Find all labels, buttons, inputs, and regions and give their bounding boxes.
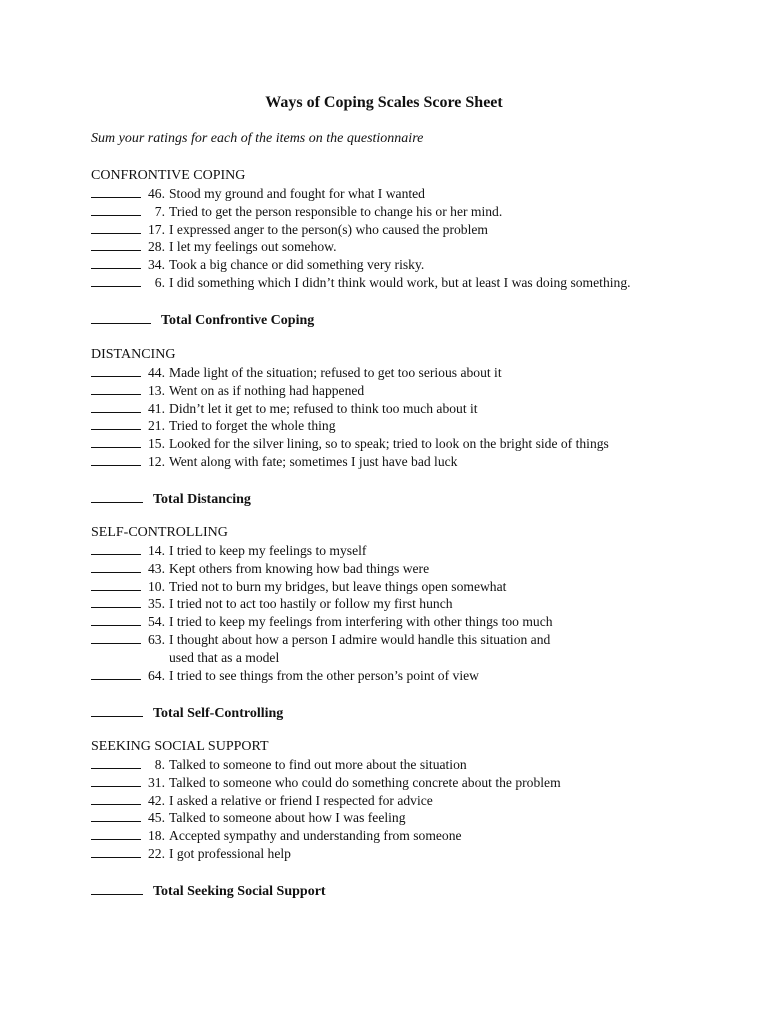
score-blank[interactable] — [91, 435, 141, 448]
score-blank[interactable] — [91, 382, 141, 395]
instructions: Sum your ratings for each of the items on the questionnaire — [91, 131, 424, 146]
section-heading: SEEKING SOCIAL SUPPORT — [91, 739, 269, 754]
score-blank[interactable] — [91, 774, 141, 787]
section-self-controlling — [91, 524, 731, 684]
list-item-continuation: used that as a model — [169, 649, 280, 665]
list-item: 63. I thought about how a person I admire would handle this situation and — [91, 631, 731, 649]
score-blank[interactable] — [91, 256, 141, 269]
score-blank[interactable] — [91, 364, 141, 377]
score-blank[interactable] — [91, 274, 141, 287]
score-blank[interactable] — [91, 792, 141, 805]
score-blank[interactable] — [91, 595, 141, 608]
list-item: 6. I did something which I didn’t think would work, but at least I was doing something. — [91, 274, 731, 292]
score-blank[interactable] — [91, 560, 141, 573]
section-confrontive-coping — [91, 167, 731, 292]
total-blank[interactable] — [91, 311, 151, 324]
section-heading: SELF-CONTROLLING — [91, 525, 228, 540]
list-item: 8. Talked to someone to find out more about the situation — [91, 756, 731, 774]
score-blank[interactable] — [91, 613, 141, 626]
section-distancing — [91, 346, 731, 471]
score-blank[interactable] — [91, 756, 141, 769]
score-blank[interactable] — [91, 453, 141, 466]
list-item: 46. Stood my ground and fought for what I wanted — [91, 185, 731, 203]
list-item: 14. I tried to keep my feelings to myself — [91, 542, 731, 560]
score-blank[interactable] — [91, 827, 141, 840]
list-item: 54. I tried to keep my feelings from interfering with other things too much — [91, 613, 731, 631]
list-item: 21. Tried to forget the whole thing — [91, 417, 731, 435]
list-item: 22. I got professional help — [91, 845, 731, 863]
page-title: Ways of Coping Scales Score Sheet — [265, 94, 503, 111]
score-blank[interactable] — [91, 542, 141, 555]
section-seeking-social-support — [91, 738, 731, 863]
list-item: 43. Kept others from knowing how bad things were — [91, 560, 731, 578]
list-item: 17. I expressed anger to the person(s) who caused the problem — [91, 221, 731, 239]
section-heading: DISTANCING — [91, 347, 176, 362]
list-item: 12. Went along with fate; sometimes I just have bad luck — [91, 453, 731, 471]
total-blank[interactable] — [91, 490, 143, 503]
total-seeking-social-support: Total Seeking Social Support — [91, 882, 326, 900]
list-item: 64. I tried to see things from the other person’s point of view — [91, 667, 731, 685]
list-item: 41. Didn’t let it get to me; refused to think too much about it — [91, 400, 731, 418]
list-item: 10. Tried not to burn my bridges, but leave things open somewhat — [91, 578, 731, 596]
list-item: 31. Talked to someone who could do something concrete about the problem — [91, 774, 731, 792]
score-blank[interactable] — [91, 809, 141, 822]
score-blank[interactable] — [91, 578, 141, 591]
score-blank[interactable] — [91, 203, 141, 216]
total-blank[interactable] — [91, 704, 143, 717]
total-distancing: Total Distancing — [91, 490, 251, 508]
score-blank[interactable] — [91, 845, 141, 858]
list-item: 15. Looked for the silver lining, so to speak; tried to look on the bright side of things — [91, 435, 731, 453]
list-item: 35. I tried not to act too hastily or follow my first hunch — [91, 595, 731, 613]
score-blank[interactable] — [91, 667, 141, 680]
total-self-controlling: Total Self-Controlling — [91, 704, 283, 722]
score-blank[interactable] — [91, 631, 141, 644]
score-blank[interactable] — [91, 238, 141, 251]
list-item: 44. Made light of the situation; refused to get too serious about it — [91, 364, 731, 382]
list-item: 42. I asked a relative or friend I respected for advice — [91, 792, 731, 810]
total-confrontive-coping: Total Confrontive Coping — [91, 311, 314, 329]
score-blank[interactable] — [91, 221, 141, 234]
section-heading: CONFRONTIVE COPING — [91, 168, 246, 183]
list-item: 45. Talked to someone about how I was feeling — [91, 809, 731, 827]
list-item: 13. Went on as if nothing had happened — [91, 382, 731, 400]
list-item: 28. I let my feelings out somehow. — [91, 238, 731, 256]
total-blank[interactable] — [91, 882, 143, 895]
list-item: 34. Took a big chance or did something very risky. — [91, 256, 731, 274]
list-item: 7. Tried to get the person responsible to change his or her mind. — [91, 203, 731, 221]
score-blank[interactable] — [91, 185, 141, 198]
score-blank[interactable] — [91, 417, 141, 430]
list-item: 18. Accepted sympathy and understanding from someone — [91, 827, 731, 845]
score-blank[interactable] — [91, 400, 141, 413]
